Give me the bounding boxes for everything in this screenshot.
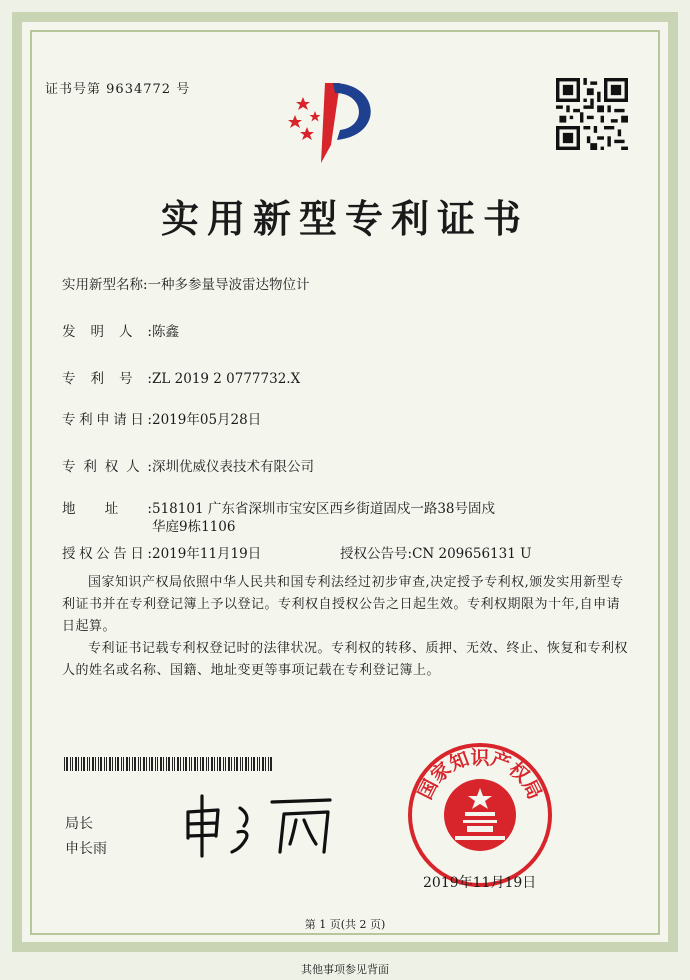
page-number: 第 1 页(共 2 页) — [304, 918, 386, 931]
field-address-line2: 华庭9栋1106 — [152, 519, 236, 535]
handwritten-signature — [180, 790, 350, 860]
certificate-title: 实用新型专利证书 — [160, 196, 529, 241]
body-paragraph-1: 国家知识产权局依照中华人民共和国专利法经过初步审查,决定授予专利权,颁发实用新型专利证书并在专利登记簿上予以登记。专利权自授权公告之日起生效。专利权期限为十年,自申请日起算。 — [62, 575, 624, 634]
footer-note: 其他事项参见背面 — [301, 963, 389, 976]
field-grant-date-label: 授权公告日: — [62, 546, 152, 562]
seal-date: 2019年11月19日 — [423, 875, 537, 891]
field-address — [62, 497, 495, 517]
field-name — [62, 273, 310, 293]
certificate-number-label: 证书号第 — [45, 82, 102, 97]
field-grant-number — [340, 542, 531, 562]
field-name-label: 实用新型名称: — [62, 277, 148, 293]
certificate-number — [45, 78, 190, 97]
field-inventor-value: 陈鑫 — [152, 324, 179, 340]
qr-code — [556, 78, 628, 150]
field-inventor — [62, 320, 179, 340]
barcode — [64, 757, 274, 771]
field-name-value: 一种多参量导波雷达物位计 — [147, 277, 310, 293]
patent-office-logo — [285, 75, 390, 165]
seal-text: 国家知识产权局 — [414, 746, 546, 803]
certificate-number-value: 9634772 — [106, 82, 172, 97]
field-filing-date-label: 专利申请日: — [62, 412, 152, 428]
field-address-line1: 518101 广东省深圳市宝安区西乡街道固戍一路38号固戍 — [152, 501, 496, 517]
body-paragraph-2: 专利证书记载专利权登记时的法律状况。专利权的转移、质押、无效、终止、恢复和专利权人的姓名或名称、国籍、地址变更等事项记载在专利登记簿上。 — [62, 641, 629, 678]
field-grant-number-value: CN 209656131 U — [412, 546, 532, 562]
certificate-number-suffix: 号 — [176, 82, 191, 97]
field-owner-label: 专利权人: — [62, 459, 152, 475]
field-patent-number — [62, 367, 300, 387]
field-patent-number-value: ZL 2019 2 0777732.X — [152, 371, 301, 387]
field-owner-value: 深圳优威仪表技术有限公司 — [152, 459, 314, 475]
signatory-name: 申长雨 — [65, 841, 107, 857]
field-grant-number-label: 授权公告号: — [340, 546, 413, 562]
field-filing-date-value: 2019年05月28日 — [152, 412, 262, 428]
field-owner — [62, 455, 314, 475]
field-filing-date — [62, 408, 261, 428]
field-grant-date-value: 2019年11月19日 — [152, 546, 262, 562]
field-inventor-label: 发明人: — [62, 324, 152, 340]
field-patent-number-label: 专利号: — [62, 371, 152, 387]
field-address-continued — [152, 515, 235, 535]
signatory-title: 局长 — [65, 816, 93, 832]
field-address-label: 地址: — [62, 501, 152, 517]
field-grant-date — [62, 542, 261, 562]
official-seal — [405, 740, 555, 890]
